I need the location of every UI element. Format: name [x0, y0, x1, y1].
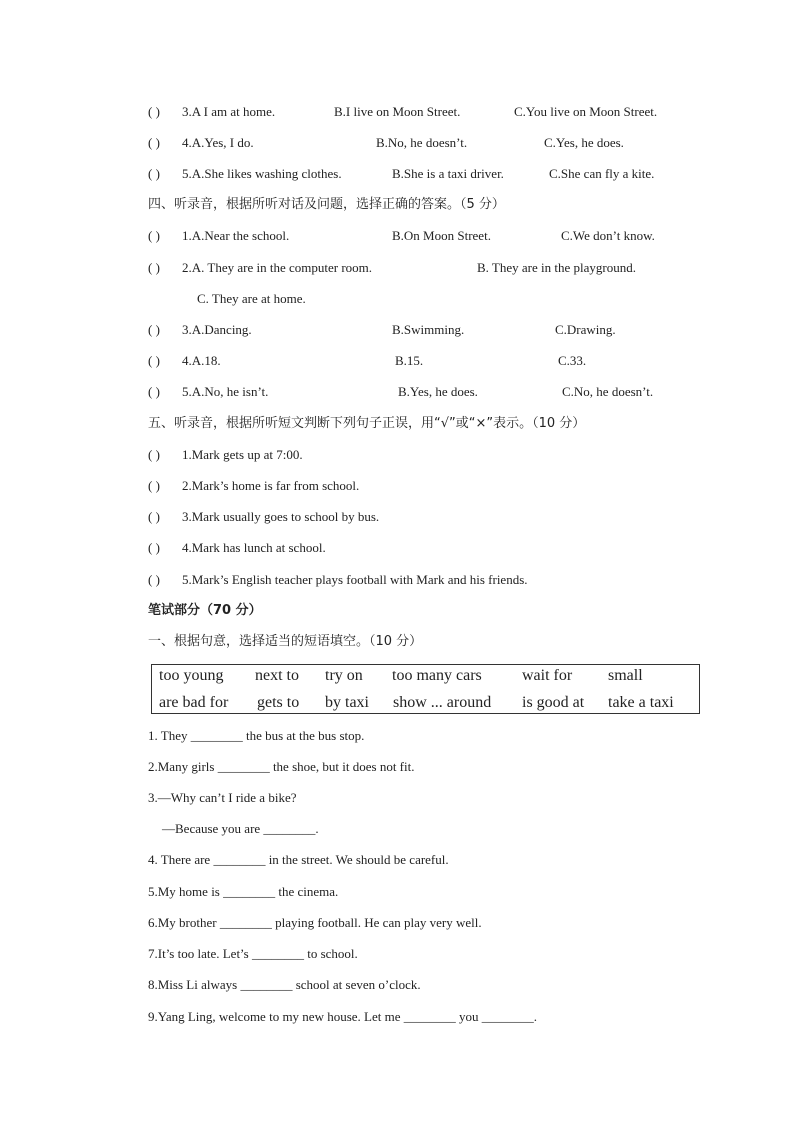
- section-heading: 五、听录音，根据所听短文判断下列句子正误，用“√”或“×”表示。（10 分）: [148, 416, 586, 431]
- option-b: B.No, he doesn’t.: [376, 135, 468, 150]
- statement: 4.Mark has lunch at school.: [182, 540, 326, 555]
- word-bank-item: small: [608, 667, 643, 684]
- word-bank-item: is good at: [522, 694, 585, 711]
- answer-blank: ( ): [148, 478, 160, 493]
- option-b: B.Yes, he does.: [398, 384, 478, 399]
- option-a: 2.A. They are in the computer room.: [182, 260, 373, 275]
- option-c: C.We don’t know.: [561, 228, 655, 243]
- word-bank-item: next to: [255, 667, 299, 684]
- option-a: 3.A.Dancing.: [182, 322, 252, 337]
- fill-question-answer: —Because you are ________.: [162, 821, 319, 836]
- answer-blank: ( ): [148, 135, 160, 150]
- word-bank-item: gets to: [257, 694, 300, 711]
- answer-blank: ( ): [148, 322, 160, 337]
- fill-question: 6.My brother ________ playing football. He can play very well.: [148, 915, 482, 930]
- option-a: 4.A.18.: [182, 353, 221, 368]
- fill-question: 5.My home is ________ the cinema.: [148, 884, 339, 899]
- word-bank-item: take a taxi: [608, 694, 674, 711]
- option-a: 3.A I am at home.: [182, 104, 276, 119]
- answer-blank: ( ): [148, 228, 160, 243]
- answer-blank: ( ): [148, 104, 160, 119]
- word-bank-item: are bad for: [159, 694, 229, 711]
- option-c: C.No, he doesn’t.: [562, 384, 654, 399]
- answer-blank: ( ): [148, 166, 160, 181]
- answer-blank: ( ): [148, 540, 160, 555]
- option-c: C. They are at home.: [197, 291, 306, 306]
- option-b: B.I live on Moon Street.: [334, 104, 461, 119]
- fill-question: 8.Miss Li always ________ school at seven o’clock.: [148, 977, 421, 992]
- option-a: 4.A.Yes, I do.: [182, 135, 254, 150]
- option-b: B.Swimming.: [392, 322, 465, 337]
- fill-question: 3.—Why can’t I ride a bike?: [148, 790, 297, 805]
- option-a: 5.A.She likes washing clothes.: [182, 166, 342, 181]
- option-b: B.15.: [395, 353, 424, 368]
- option-c: C.She can fly a kite.: [549, 166, 655, 181]
- word-bank-item: show ... around: [393, 694, 492, 711]
- answer-blank: ( ): [148, 353, 160, 368]
- option-b: B.On Moon Street.: [392, 228, 491, 243]
- word-bank-item: too many cars: [392, 667, 482, 684]
- answer-blank: ( ): [148, 572, 160, 587]
- answer-blank: ( ): [148, 384, 160, 399]
- word-bank: [151, 664, 700, 714]
- statement: 5.Mark’s English teacher plays football with Mark and his friends.: [182, 572, 528, 587]
- part-heading: 笔试部分（70 分）: [148, 603, 262, 618]
- fill-question: 2.Many girls ________ the shoe, but it does not fit.: [148, 759, 415, 774]
- option-b: B. They are in the playground.: [477, 260, 636, 275]
- word-bank-item: try on: [325, 667, 363, 684]
- fill-question: 7.It’s too late. Let’s ________ to school.: [148, 946, 358, 961]
- fill-question: 9.Yang Ling, welcome to my new house. Let me ________ you ________.: [148, 1009, 537, 1024]
- option-c: C.Yes, he does.: [544, 135, 624, 150]
- fill-question: 4. There are ________ in the street. We should be careful.: [148, 852, 449, 867]
- section-heading: 四、听录音，根据所听对话及问题，选择正确的答案。（5 分）: [148, 197, 505, 212]
- option-c: C.You live on Moon Street.: [514, 104, 658, 119]
- statement: 1.Mark gets up at 7:00.: [182, 447, 303, 462]
- fill-question: 1. They ________ the bus at the bus stop.: [148, 728, 365, 743]
- statement: 3.Mark usually goes to school by bus.: [182, 509, 380, 524]
- option-c: C.Drawing.: [555, 322, 616, 337]
- word-bank-item: too young: [159, 667, 224, 684]
- option-a: 1.A.Near the school.: [182, 228, 290, 243]
- answer-blank: ( ): [148, 509, 160, 524]
- section-heading: 一、根据句意，选择适当的短语填空。（10 分）: [148, 634, 423, 649]
- option-c: C.33.: [558, 353, 587, 368]
- word-bank-item: by taxi: [325, 694, 369, 711]
- option-b: B.She is a taxi driver.: [392, 166, 504, 181]
- word-bank-item: wait for: [522, 667, 573, 684]
- answer-blank: ( ): [148, 260, 160, 275]
- option-a: 5.A.No, he isn’t.: [182, 384, 269, 399]
- statement: 2.Mark’s home is far from school.: [182, 478, 360, 493]
- answer-blank: ( ): [148, 447, 160, 462]
